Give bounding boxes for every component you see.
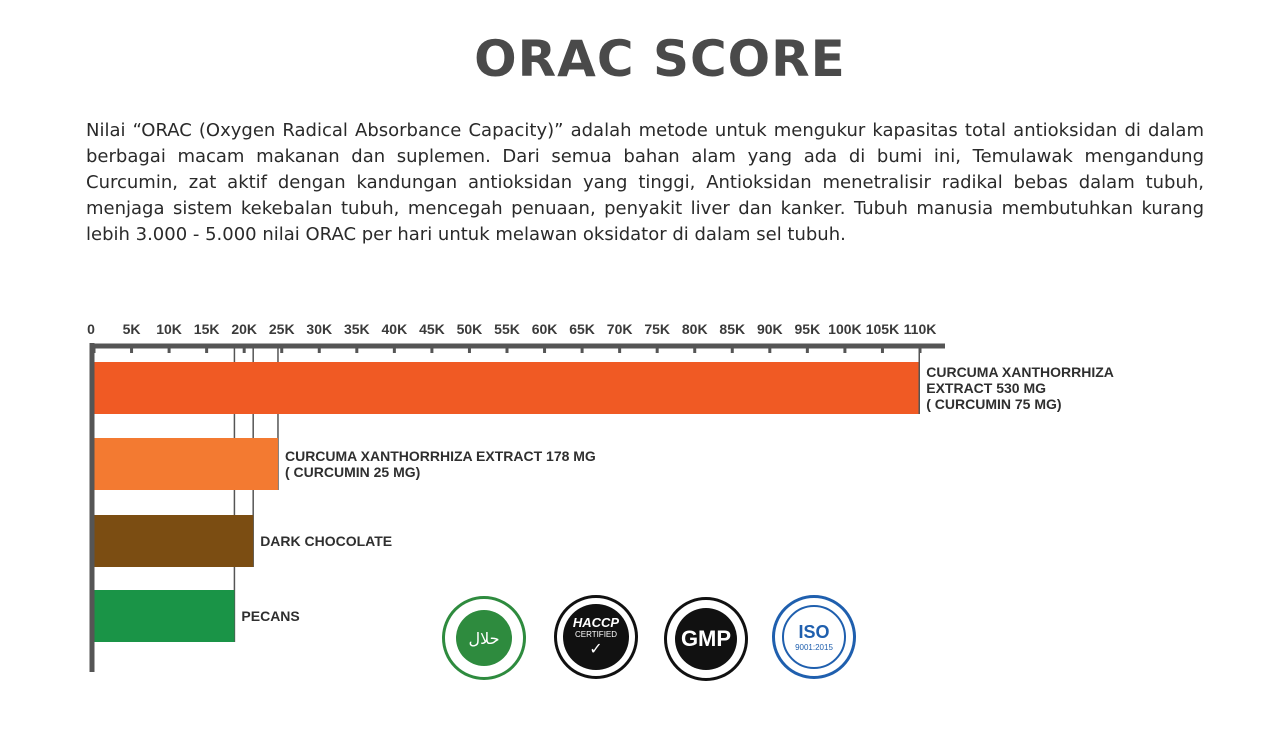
- iso-badge: [772, 595, 856, 679]
- tick-label: 30K: [306, 321, 333, 337]
- iso-sub: 9001:2015: [795, 643, 833, 652]
- tick-label: 50K: [456, 321, 483, 337]
- tick-label: 100K: [828, 321, 862, 337]
- gmp-seal-icon: GMP: [675, 608, 737, 670]
- bar-0: [94, 362, 919, 414]
- tick-label: 5K: [122, 321, 141, 337]
- bar-label: DARK CHOCOLATE: [260, 533, 393, 549]
- iso-seal-icon: [782, 605, 846, 669]
- haccp-sub: CERTIFIED: [574, 630, 618, 639]
- tick-label: 80K: [681, 321, 708, 337]
- tick-label: 40K: [381, 321, 408, 337]
- bar-label: CURCUMA XANTHORRHIZA EXTRACT 178 MG: [284, 448, 596, 464]
- tick-label: 10K: [156, 321, 182, 337]
- intro-paragraph: Nilai “ORAC (Oxygen Radical Absorbance Capacity)” adalah metode untuk mengukur kapasitas total antioksidan di dalam berbagai macam makanan dan suplemen. Dari semua bahan alam yang ada di bumi ini, Temulawak mengandung Curcumin, zat aktif dengan kandungan antioksidan yang tinggi, Antioksidan menetralisir radikal bebas dalam tubuh, menjaga sistem kekebalan tubuh, mencegah penuaan, penyakit liver dan kanker. Tubuh manusia membutuhkan kurang lebih 3.000 - 5.000 nilai ORAC per hari untuk melawan oksidator di dalam sel tubuh.: [86, 120, 1204, 245]
- tick-label: 25K: [268, 321, 295, 337]
- haccp-badge: [554, 595, 638, 679]
- haccp-seal-icon: [563, 604, 629, 670]
- bar-label: ( CURCUMIN 75 MG): [926, 396, 1062, 412]
- iso-label: ISO: [798, 622, 830, 642]
- tick-label: 95K: [794, 321, 821, 337]
- tick-label: 70K: [606, 321, 633, 337]
- halal-badge: [442, 596, 526, 680]
- bar-label: PECANS: [241, 608, 300, 624]
- tick-label: 105K: [865, 321, 900, 337]
- page-title: ORAC SCORE: [474, 30, 846, 88]
- tick-label: 0: [87, 321, 95, 337]
- bar-label: EXTRACT 530 MG: [926, 380, 1047, 396]
- bar-label: CURCUMA XANTHORRHIZA: [926, 364, 1114, 380]
- bar-3: [94, 590, 234, 642]
- tick-label: 65K: [569, 321, 595, 337]
- check-icon: ✓: [589, 641, 603, 658]
- tick-label: 20K: [231, 321, 258, 337]
- tick-label: 90K: [756, 321, 783, 337]
- tick-label: 35K: [343, 321, 370, 337]
- tick-label: 15K: [193, 321, 220, 337]
- tick-label: 110K: [903, 321, 937, 337]
- bar-2: [94, 515, 253, 567]
- tick-label: 45K: [419, 321, 445, 337]
- haccp-label: HACCP: [572, 615, 620, 630]
- tick-label: 75K: [644, 321, 671, 337]
- gmp-badge: [664, 597, 748, 681]
- bar-1: [94, 438, 278, 490]
- tick-label: 60K: [531, 321, 558, 337]
- halal-seal-icon: حلال: [456, 610, 512, 666]
- tick-label: 55K: [494, 321, 520, 337]
- tick-label: 85K: [719, 321, 746, 337]
- bar-label: ( CURCUMIN 25 MG): [284, 464, 421, 480]
